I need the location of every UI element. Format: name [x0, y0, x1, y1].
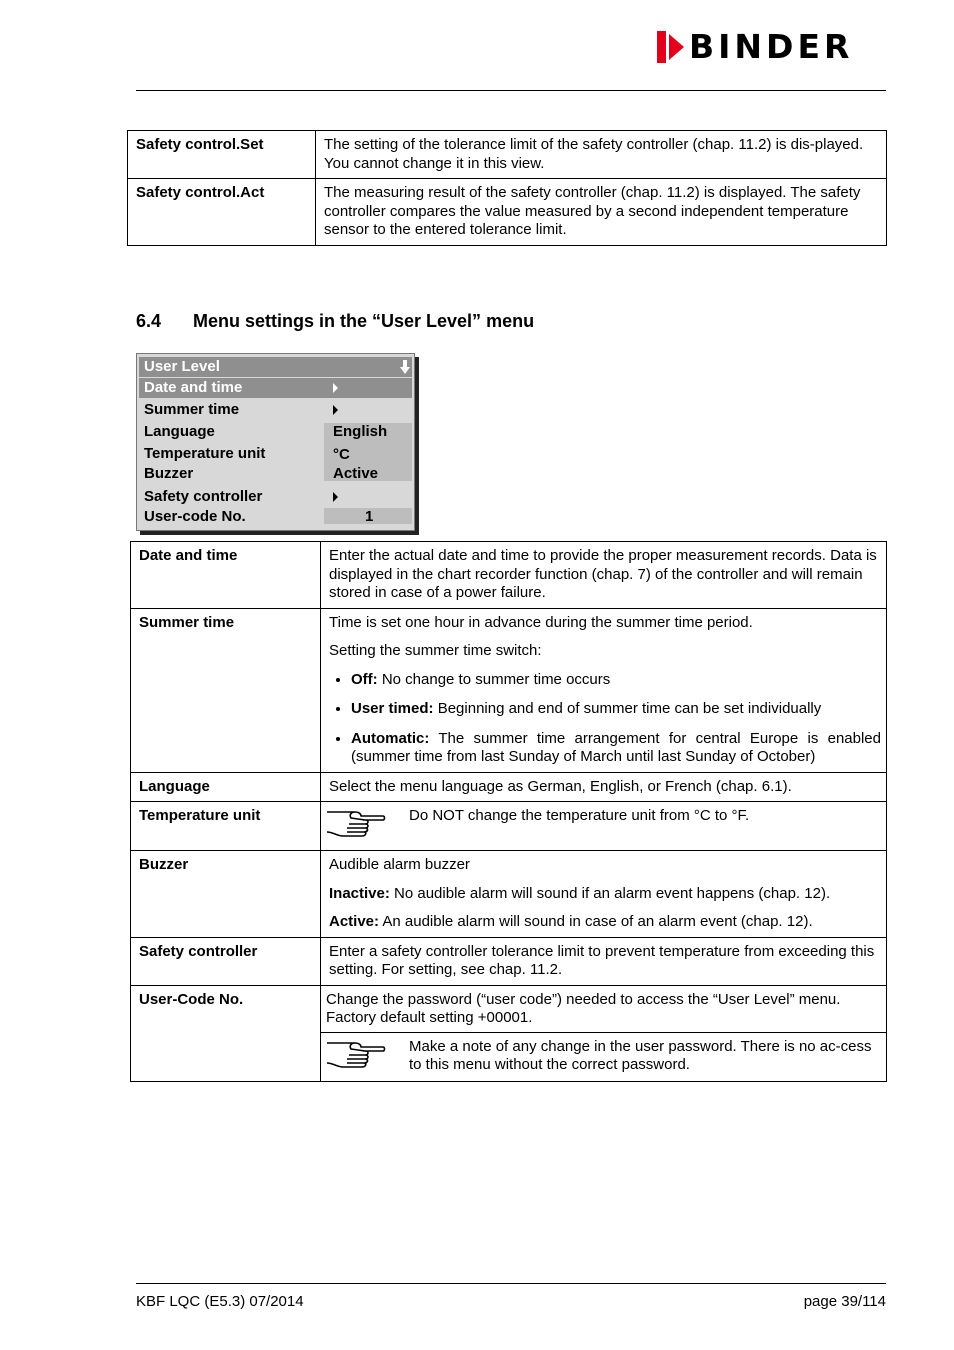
- menu-item-temperature-unit[interactable]: [139, 444, 412, 464]
- user-code-note: Make a note of any change in the user password. There is no ac-cess to this menu without the correct password.: [409, 1037, 872, 1073]
- section-title: Menu settings in the “User Level” menu: [193, 311, 535, 331]
- submenu-arrow-icon: [333, 492, 338, 502]
- option-key: Inactive:: [329, 884, 390, 902]
- section-number: 6.4: [136, 311, 162, 331]
- footer-rule: [136, 1283, 886, 1284]
- buzzer-active: [329, 913, 881, 932]
- option-text: No change to summer time occurs: [381, 670, 611, 688]
- list-item: [351, 730, 881, 767]
- table-row: [131, 772, 887, 802]
- user-level-settings-table: [130, 541, 887, 1082]
- table-row: [131, 851, 887, 938]
- table-row: [128, 179, 887, 246]
- option-text: An audible alarm will sound in case of an alarm event (chap. 12).: [382, 913, 813, 930]
- brand-name: BINDER: [689, 27, 854, 66]
- option-key: Off:: [351, 670, 378, 688]
- option-text: No audible alarm will sound if an alarm event happens (chap. 12).: [394, 884, 831, 902]
- row-text: Enter the actual date and time to provide the proper measurement records. Data is displayed in the chart recorder function (chap. 7) of the controller and will remain stored in case of a power failure.: [321, 542, 887, 609]
- safety-control-table: [127, 130, 887, 246]
- row-label: Buzzer: [131, 851, 321, 938]
- menu-item-label: Summer time: [144, 401, 240, 418]
- row-label: Safety controller: [131, 937, 321, 985]
- note-layout: [321, 802, 886, 850]
- menu-item-label: User-code No.: [144, 508, 246, 525]
- user-level-menu-display: [136, 353, 415, 531]
- menu-item-value: 1: [365, 508, 374, 525]
- menu-header: [139, 357, 412, 377]
- table-row: [131, 608, 887, 772]
- submenu-arrow-icon: [333, 405, 338, 415]
- summer-time-options: [329, 671, 881, 767]
- user-code-text: Change the password (“user code”) needed to access the “User Level” menu. Factory default setting +00001.: [321, 986, 886, 1033]
- row-label: Language: [131, 772, 321, 802]
- row-label: Date and time: [131, 542, 321, 609]
- menu-item-user-code[interactable]: [139, 507, 412, 527]
- row-label: Temperature unit: [131, 802, 321, 851]
- binder-logo: [655, 27, 854, 66]
- row-label: Safety control.Act: [128, 179, 316, 246]
- menu-item-buzzer[interactable]: [139, 464, 412, 484]
- row-label: User-Code No.: [131, 985, 321, 1081]
- section-heading: [136, 311, 534, 332]
- document-id: KBF LQC (E5.3) 07/2014: [136, 1293, 304, 1310]
- temp-unit-cell: [321, 802, 887, 851]
- menu-item-safety-controller[interactable]: [139, 487, 412, 507]
- menu-item-date-and-time[interactable]: [139, 378, 412, 398]
- menu-item-label: Buzzer: [144, 465, 194, 482]
- submenu-arrow-icon: [333, 383, 338, 393]
- summer-time-intro: Time is set one hour in advance during the summer time period.: [329, 613, 753, 631]
- table-row: [131, 937, 887, 985]
- table-row: [131, 802, 887, 851]
- buzzer-inactive: [329, 885, 881, 904]
- menu-item-value: English: [333, 423, 388, 440]
- note-layout: [321, 1033, 886, 1081]
- row-label: Summer time: [131, 608, 321, 772]
- menu-item-label: Safety controller: [144, 488, 263, 505]
- menu-item-summer-time[interactable]: [139, 400, 412, 420]
- menu-item-value: °C: [333, 446, 350, 463]
- header-rule: [136, 90, 886, 91]
- pointing-hand-icon: [321, 1033, 403, 1081]
- option-text: Beginning and end of summer time can be set individually: [437, 700, 822, 717]
- list-item: [351, 700, 881, 719]
- user-code-cell: [321, 985, 887, 1081]
- pointing-hand-icon: [321, 802, 403, 850]
- buzzer-intro: Audible alarm buzzer: [329, 856, 470, 873]
- temp-unit-note: Do NOT change the temperature unit from °C to °F.: [409, 807, 750, 824]
- table-row: [128, 131, 887, 179]
- summer-time-switch: Setting the summer time switch:: [329, 642, 542, 659]
- menu-item-label: Language: [144, 423, 215, 440]
- option-key: Automatic:: [351, 729, 430, 747]
- row-label: Safety control.Set: [128, 131, 316, 179]
- menu-item-label: Date and time: [144, 379, 243, 396]
- option-text: The summer time arrangement for central Europe is enabled (summer time from last Sunday of March until last Sunday of October): [351, 729, 881, 765]
- row-text: The setting of the tolerance limit of the safety controller (chap. 11.2) is dis-played. You cannot change it in this view.: [316, 131, 887, 179]
- row-text: Enter a safety controller tolerance limit to prevent temperature from exceeding this setting. For setting, see chap. 11.2.: [321, 937, 887, 985]
- menu-item-label: Temperature unit: [144, 445, 266, 462]
- binder-logo-mark-icon: [655, 30, 685, 64]
- option-key: User timed:: [351, 700, 434, 717]
- menu-item-value: Active: [333, 465, 379, 482]
- row-text: Select the menu language as German, English, or French (chap. 6.1).: [321, 772, 887, 802]
- page-number: page 39/114: [803, 1293, 886, 1310]
- note-hand-icon: [325, 806, 387, 842]
- option-key: Active:: [329, 913, 380, 930]
- note-hand-icon: [325, 1037, 387, 1073]
- menu-title: User Level: [144, 358, 220, 375]
- scroll-down-icon: [400, 360, 410, 374]
- table-row: [131, 985, 887, 1081]
- table-row: [131, 542, 887, 609]
- row-text: The measuring result of the safety controller (chap. 11.2) is displayed. The safety controller compares the value measured by a second independent temperature sensor to the entered tolerance limit.: [316, 179, 887, 246]
- list-item: [351, 671, 881, 690]
- menu-item-language[interactable]: [139, 422, 412, 442]
